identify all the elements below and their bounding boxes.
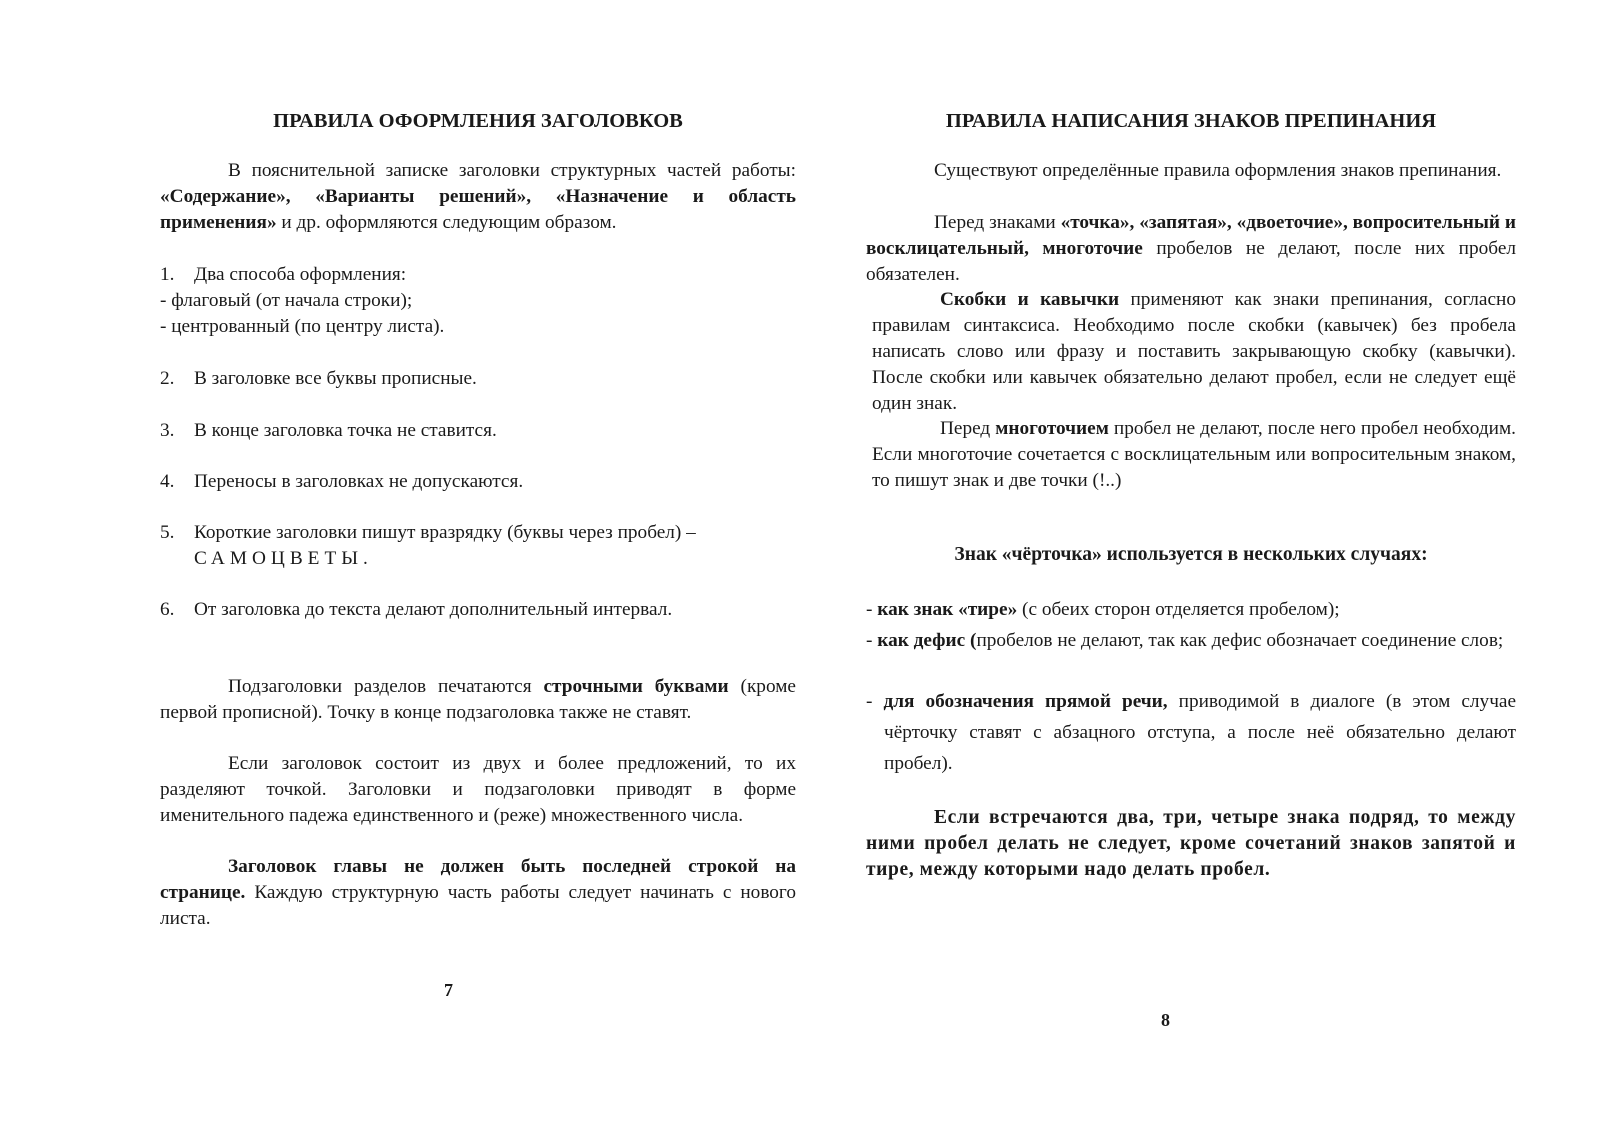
page-number: 8 [1161, 1010, 1170, 1030]
page-number: 7 [444, 980, 453, 1000]
dash-case-direct-speech: - для обозначения прямой речи, приводимой в диалоге (в этом случае чёрточку ставят с абзацного отступа, а после неё обязательно делают пробел). [866, 691, 1517, 774]
consecutive-signs-paragraph: Если встречаются два, три, четыре знака подряд, то между ними пробел делать не следует, кроме сочетаний знаков запятой и тире, между которыми надо делать пробел. [866, 807, 1516, 880]
left-intro-paragraph: В пояснительной записке заголовки структурных частей работы: «Содержание», «Варианты решений», «Назначение и область применения» и др. оформляются следующим образом. [160, 160, 796, 233]
list-item-5: 5. Короткие заголовки пишут вразрядку (буквы через пробел) – САМОЦВЕТЫ. [160, 522, 696, 569]
list-item-3: 3. В конце заголовка точка не ставится. [160, 420, 497, 441]
dash-usage-subheading: Знак «чёрточка» используется в нескольких случаях: [954, 544, 1428, 565]
list-item-2: 2. В заголовке все буквы прописные. [160, 368, 477, 389]
spaced-example: САМОЦВЕТЫ. [194, 548, 373, 569]
right-page [866, 0, 1516, 1131]
dash-case-hyphen: - как дефис (пробелов не делают, так как дефис обозначает соединение слов; [866, 630, 1504, 651]
list-subitem-flag: - флаговый (от начала строки); [160, 290, 413, 311]
punctuation-spacing-paragraph: Перед знаками «точка», «запятая», «двоеточие», вопросительный и восклицательный, многоточие пробелов не делают, после них пробел обязателен. [866, 212, 1516, 285]
ellipsis-paragraph: Перед многоточием пробел не делают, после него пробел необходим. Если многоточие сочетается с восклицательным или вопросительным знаком, то пишут знак и две точки (!..) [872, 418, 1517, 491]
subheading-paragraph: Подзаголовки разделов печатаются строчными буквами (кроме первой прописной). Точку в конце подзаголовка также не ставят. [160, 676, 796, 723]
list-item-4: 4. Переносы в заголовках не допускаются. [160, 471, 524, 492]
list-item-6: 6. От заголовка до текста делают дополнительный интервал. [160, 599, 673, 620]
dash-case-tire: - как знак «тире» (с обеих сторон отделяется пробелом); [866, 599, 1340, 620]
list-subitem-center: - центрованный (по центру листа). [160, 316, 445, 337]
right-intro-paragraph: Существуют определённые правила оформления знаков препинания. [934, 160, 1502, 181]
right-page-heading: ПРАВИЛА НАПИСАНИЯ ЗНАКОВ ПРЕПИНАНИЯ [945, 110, 1437, 132]
brackets-quotes-paragraph: Скобки и кавычки применяют как знаки препинания, согласно правилам синтаксиса. Необходимо после скобки (кавычек) без пробела написать слово или фразу и поставить закрывающую скобку (кавычки). После скобки или кавычек обязательно делают пробел, если не следует ещё один знак. [872, 289, 1517, 414]
left-page-heading: ПРАВИЛА ОФОРМЛЕНИЯ ЗАГОЛОВКОВ [273, 110, 683, 132]
multi-sentence-paragraph: Если заголовок состоит из двух и более предложений, то их разделяют точкой. Заголовки и подзаголовки приводят в форме именительного падежа единственного и (реже) множественного числа. [160, 753, 796, 826]
left-page [160, 0, 796, 1131]
list-item-1: 1. Два способа оформления: [160, 264, 407, 285]
chapter-heading-paragraph: Заголовок главы не должен быть последней строкой на странице. Каждую структурную часть работы следует начинать с нового листа. [160, 856, 796, 929]
